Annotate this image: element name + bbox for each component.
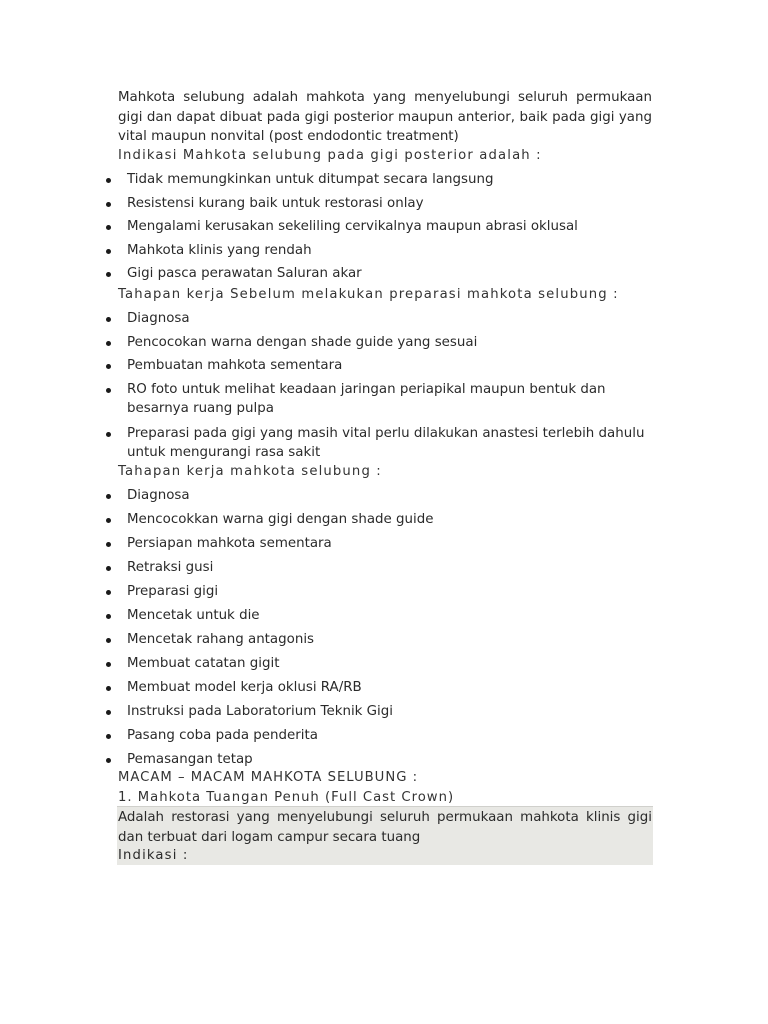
list-item: Diagnosa [0,309,647,329]
list-item: Mencocokkan warna gigi dengan shade guide [0,510,647,530]
list-item: Pasang coba pada penderita [0,726,647,746]
definition-paragraph: Adalah restorasi yang menyelubungi seluruh permukaan mahkota klinis gigi dan terbuat dari logam campur secara tuang [118,810,652,845]
list-item: Pembuatan mahkota sementara [0,356,647,376]
indikasi-list [0,170,647,284]
list-item: Resistensi kurang baik untuk restorasi onlay [0,194,647,214]
list-item: Mencetak rahang antagonis [0,630,647,650]
list-item: Mahkota klinis yang rendah [0,241,647,261]
tahapan-kerja-list [0,486,647,770]
list-item: Mencetak untuk die [0,606,647,626]
list-item: Membuat catatan gigit [0,654,647,674]
list-item: Membuat model kerja oklusi RA/RB [0,678,647,698]
section-heading-tahapan-sebelum: Tahapan kerja Sebelum melakukan preparasi mahkota selubung : [118,287,619,302]
list-item: Diagnosa [0,486,647,506]
list-item: Persiapan mahkota sementara [0,534,647,554]
list-item: Instruksi pada Laboratorium Teknik Gigi [0,702,647,722]
subheading-full-cast-crown: 1. Mahkota Tuangan Penuh (Full Cast Crown) [118,790,455,805]
list-item: Gigi pasca perawatan Saluran akar [0,264,647,284]
list-item: Pencocokan warna dengan shade guide yang sesuai [0,333,647,353]
indikasi-label: Indikasi : [118,848,189,863]
list-item: Preparasi gigi [0,582,647,602]
section-heading-tahapan-kerja: Tahapan kerja mahkota selubung : [118,464,382,479]
tahapan-sebelum-list [0,309,647,463]
section-heading-macam: MACAM – MACAM MAHKOTA SELUBUNG : [118,770,419,785]
intro-paragraph: Mahkota selubung adalah mahkota yang menyelubungi seluruh permukaan gigi dan dapat dibuat pada gigi posterior maupun anterior, baik pada gigi yang vital maupun nonvital (post endodontic treatment) [118,90,652,144]
list-item: Tidak memungkinkan untuk ditumpat secara langsung [0,170,647,190]
list-item: Pemasangan tetap [0,750,647,770]
list-item: RO foto untuk melihat keadaan jaringan periapikal maupun bentuk dan besarnya ruang pulpa [0,380,647,419]
list-item: Preparasi pada gigi yang masih vital perlu dilakukan anastesi terlebih dahulu untuk mengurangi rasa sakit [0,424,647,463]
list-item: Retraksi gusi [0,558,647,578]
section-heading-indikasi: Indikasi Mahkota selubung pada gigi posterior adalah : [118,148,542,163]
list-item: Mengalami kerusakan sekeliling cervikalnya maupun abrasi oklusal [0,217,647,237]
